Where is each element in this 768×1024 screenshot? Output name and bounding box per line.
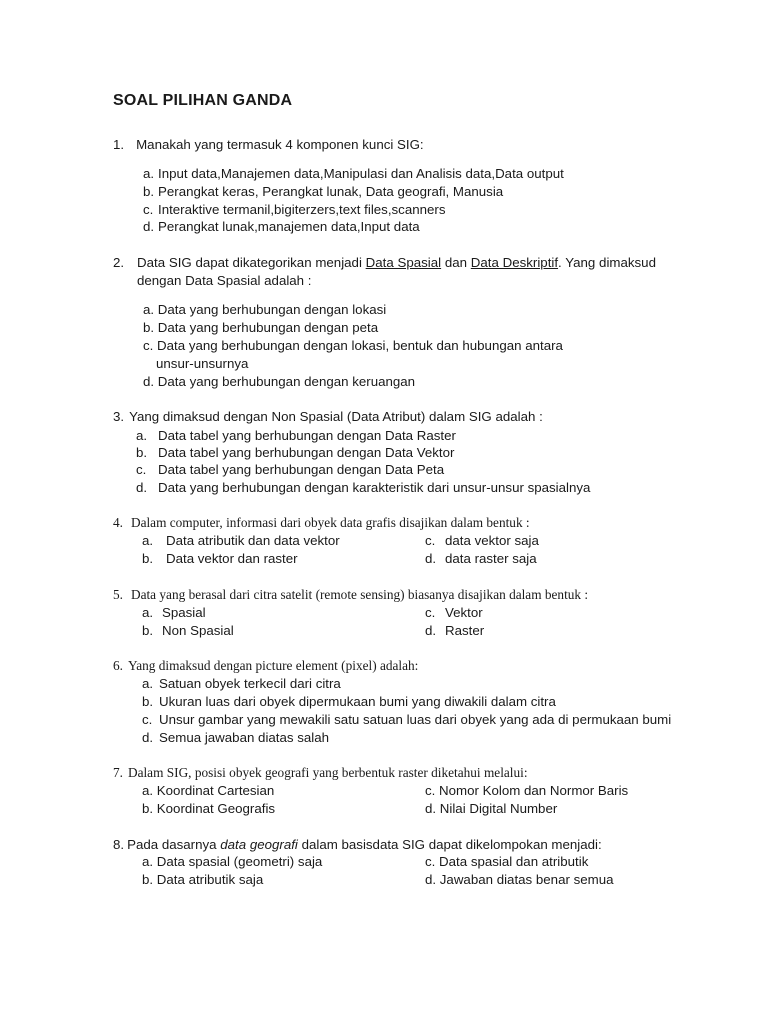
question-text: Manakah yang termasuk 4 komponen kunci SIG: — [136, 137, 424, 152]
option-d: d. Data yang berhubungan dengan keruangan — [143, 374, 416, 389]
question-text: Data yang berasal dari citra satelit (remote sensing) biasanya disajikan dalam bentuk : — [130, 587, 589, 602]
option-c: c. Nomor Kolom dan Normor Baris — [425, 783, 629, 798]
option-c-continued: unsur-unsurnya — [156, 356, 249, 371]
question-text-line-2: dengan Data Spasial adalah : — [137, 273, 312, 288]
question-number: 6. — [113, 658, 123, 673]
option-d: d. Jawaban diatas benar semua — [425, 872, 614, 887]
option-c: c. Vektor — [425, 605, 483, 620]
option-d: d. Perangkat lunak,manajemen data,Input data — [143, 219, 420, 234]
question-text: Data SIG dapat dikategorikan menjadi Data Spasial dan Data Deskriptif. Yang dimaksud — [137, 255, 656, 270]
option-c: c. Unsur gambar yang mewakili satu satuan luas dari obyek yang ada di permukaan bumi — [142, 712, 672, 727]
option-d: d. Data yang berhubungan dengan karakteristik dari unsur-unsur spasialnya — [136, 480, 591, 495]
question-number: 8. — [113, 837, 125, 852]
option-a: a. Input data,Manajemen data,Manipulasi dan Analisis data,Data output — [143, 166, 564, 181]
option-a: a. Koordinat Cartesian — [142, 783, 275, 798]
page-title: SOAL PILIHAN GANDA — [113, 92, 293, 109]
question-text: Dalam computer, informasi dari obyek data grafis disajikan dalam bentuk : — [130, 515, 530, 530]
option-d: d. Nilai Digital Number — [425, 801, 558, 816]
option-a: a. Satuan obyek terkecil dari citra — [142, 676, 341, 691]
question-number: 1. — [113, 137, 125, 152]
option-c: c. Interaktive termanil,bigiterzers,text files,scanners — [143, 202, 446, 217]
document-page: SOAL PILIHAN GANDA 1. Manakah yang termasuk 4 komponen kunci SIG: a. Input data,Manajemen data,Manipulasi dan Analisis data,Data output b. Perangkat keras, Perangkat lunak, Data geografi, Manusia c. Interaktive termanil,bigiterzers,text files,scanners d. Perangkat lunak,manajemen data,Input data 2. Data SIG dapat dikategorikan menjadi Data Spasial dan Data Deskriptif. Yang dimaksud dengan Data Spasial adalah : a. Data yang berhubungan dengan lokasi b. Data yang berhubungan dengan peta c. Data yang berhubungan dengan lokasi, bentuk dan hubungan antara unsur-unsurnya d. Data yang berhubungan dengan keruangan 3. Yang dimaksud dengan Non Spasial (Data Atribut) dalam SIG adalah : a. Data tabel yang berhubungan dengan Data Raster b. Data tabel yang berhubungan dengan Data Vektor c. Data tabel yang berhubungan dengan Data Peta d. Data yang berhubungan dengan karakteristik dari unsur-unsur spasialnya 4. Dalam computer, informasi dari obyek data grafis disajikan dalam bentuk : a. Data atributik dan data vektor c. data vektor saja b. Data vektor dan raster d. data raster saja 5. Data yang berasal dari citra satelit (remote sensing) biasanya disajikan dalam bentuk : a. Spasial c. Vektor b. Non Spasial d. Raster 6. Yang dimaksud dengan picture element (pixel) adalah: a. Satuan obyek terkecil dari citra b. Ukuran luas dari obyek dipermukaan bumi yang diwakili dalam citra c. Unsur gambar yang mewakili satu satuan luas dari obyek yang ada di permukaan bumi d. Semua jawaban diatas salah 7. Dalam SIG, posisi obyek geografi yang berbentuk raster diketahui melalui: a. Koordinat Cartesian c. Nomor Kolom dan Normor Baris b. Koordinat Geografis d. Nilai Digital Number 8. Pada dasarnya data geografi dalam basisdata SIG dapat dikelompokan menjadi: a. Data spasial (geometri) saja c. Data spasial dan atributik b. Data atributik saja d. Jawaban diatas benar semua — [113, 92, 672, 887]
question-number: 7. — [113, 765, 123, 780]
option-a: a. Data spasial (geometri) saja — [142, 854, 323, 869]
question-number: 2. — [113, 255, 125, 270]
option-b: b. Data yang berhubungan dengan peta — [143, 320, 379, 335]
term-data-geografi: data geografi — [220, 837, 298, 852]
option-a: a. Spasial — [142, 605, 206, 620]
option-c: c. Data yang berhubungan dengan lokasi, bentuk dan hubungan antara — [143, 338, 563, 353]
option-b: b. Data vektor dan raster — [142, 551, 298, 566]
option-d: d. data raster saja — [425, 551, 537, 566]
option-c: c. Data spasial dan atributik — [425, 854, 589, 869]
option-d: d. Semua jawaban diatas salah — [142, 730, 330, 745]
option-b: b. Koordinat Geografis — [142, 801, 276, 816]
option-c: c. data vektor saja — [425, 533, 539, 548]
question-text: Dalam SIG, posisi obyek geografi yang berbentuk raster diketahui melalui: — [127, 765, 528, 780]
term-data-deskriptif: Data Deskriptif — [470, 255, 559, 270]
option-a: a. Data tabel yang berhubungan dengan Data Raster — [136, 428, 456, 443]
option-b: b. Data tabel yang berhubungan dengan Data Vektor — [136, 445, 455, 460]
option-b: b. Ukuran luas dari obyek dipermukaan bumi yang diwakili dalam citra — [142, 694, 556, 709]
question-number: 5. — [113, 587, 123, 602]
question-number: 3. — [113, 409, 125, 424]
option-d: d. Raster — [425, 623, 485, 638]
question-number: 4. — [113, 515, 123, 530]
option-a: a. Data yang berhubungan dengan lokasi — [143, 302, 387, 317]
question-text: Yang dimaksud dengan picture element (pixel) adalah: — [127, 658, 419, 673]
term-data-spasial: Data Spasial — [365, 255, 442, 270]
question-text: Yang dimaksud dengan Non Spasial (Data Atribut) dalam SIG adalah : — [129, 409, 543, 424]
option-a: a. Data atributik dan data vektor — [142, 533, 340, 548]
option-b: b. Non Spasial — [142, 623, 234, 638]
option-c: c. Data tabel yang berhubungan dengan Data Peta — [136, 462, 445, 477]
option-b: b. Perangkat keras, Perangkat lunak, Data geografi, Manusia — [143, 184, 504, 199]
option-b: b. Data atributik saja — [142, 872, 264, 887]
